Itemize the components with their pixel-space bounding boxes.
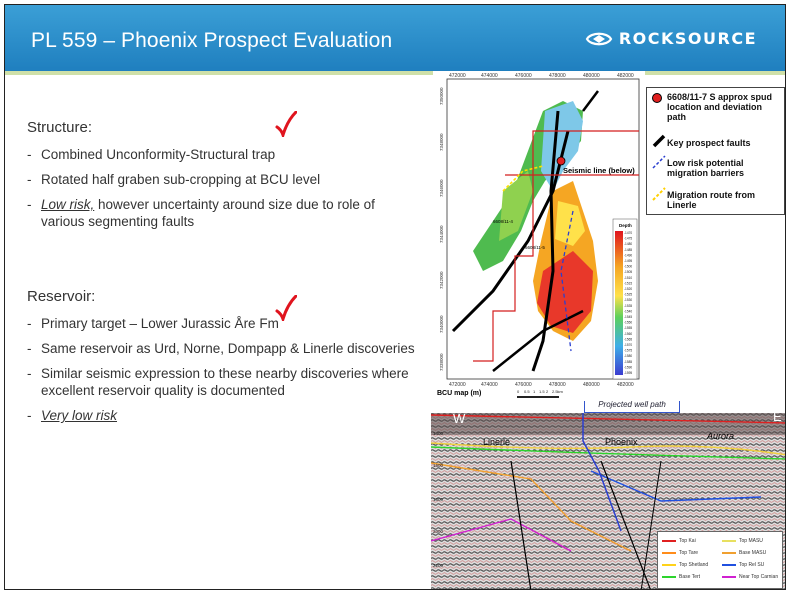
depth-tick-label: -1540	[624, 309, 633, 314]
fault-icon	[651, 134, 667, 148]
horizon-legend-item: Top MASU	[722, 538, 763, 544]
checkmark-icon	[275, 295, 297, 321]
horizon-legend-item: Top Kai	[662, 538, 696, 544]
structure-heading: Structure:	[27, 119, 93, 136]
depth-tick-label: -1495	[624, 259, 633, 263]
map-y-tick: 7338000	[439, 353, 444, 371]
depth-tick-label: -1520	[624, 287, 633, 291]
depth-tick-label: -1480	[624, 242, 633, 247]
map-x-tick: 476000	[515, 382, 532, 388]
legend-item: Key prospect faults	[667, 138, 751, 148]
horizon-legend-item: Near Top Carnian	[722, 574, 778, 580]
seismic-label: Aurora	[707, 431, 735, 441]
rocksource-logo	[585, 29, 757, 48]
depth-tick-label: -1515	[624, 281, 633, 286]
depth-tick-label: -1575	[624, 348, 633, 353]
reservoir-heading: Reservoir:	[27, 288, 96, 305]
depth-tick-label: -1580	[624, 354, 633, 359]
depth-tick-label: -1475	[624, 236, 633, 241]
depth-tick-label: -1590	[624, 365, 633, 370]
projected-well-path-label: Projected well path	[584, 401, 680, 413]
depth-tick-label: -1555	[624, 326, 633, 331]
migration-route-icon	[651, 186, 667, 202]
depth-tick-label: -1470	[624, 231, 633, 235]
east-label: E	[773, 409, 782, 424]
map-x-tick: 476000	[515, 73, 532, 79]
map-x-tick: 478000	[549, 382, 566, 388]
map-y-tick: 7344000	[439, 225, 444, 243]
well-label: 6608/11-5	[525, 245, 545, 250]
depth-tick-label: -1570	[624, 343, 633, 347]
depth-tick-label: -1535	[624, 303, 633, 308]
seismic-section	[431, 401, 786, 590]
map-y-tick: 7346000	[439, 179, 444, 197]
depth-label: 2200	[433, 563, 444, 568]
depth-label: 1800	[433, 497, 444, 502]
depth-tick-label: -1525	[624, 292, 633, 297]
map-x-tick: 480000	[583, 382, 600, 388]
scale-label: 1	[533, 389, 536, 394]
bcu-map-figure	[433, 71, 645, 401]
horizon-legend-item: Top Rel SU	[722, 562, 764, 568]
scale-label: 1.5	[539, 389, 545, 394]
map-y-tick: 7340000	[439, 315, 444, 333]
depth-tick-label: -1510	[624, 275, 633, 280]
depth-tick-label: -1485	[624, 247, 633, 252]
seismic-line-label: Seismic line (below)	[563, 166, 635, 175]
text-column	[27, 119, 422, 432]
structure-bullet-2: - Rotated half graben sub-cropping at BCU level	[27, 172, 321, 187]
map-y-tick: 7342000	[439, 271, 444, 289]
horizon-legend-item: Base Tert	[662, 574, 700, 580]
depth-tick-label: -1565	[624, 337, 633, 342]
depth-tick-label: -1585	[624, 359, 633, 364]
rocksource-logo-icon	[585, 30, 613, 48]
legend-item: Migration route from Linerle	[667, 190, 755, 210]
structure-bullet-1: - Combined Unconformity-Structural trap	[27, 147, 276, 162]
horizon-legend	[657, 531, 783, 589]
horizon-legend-item: Base MASU	[722, 550, 766, 556]
depth-label: 2000	[433, 529, 444, 534]
legend-item: Low risk potential migration barriers	[667, 158, 745, 178]
depth-tick-label: -1530	[624, 298, 633, 303]
logo-text: ROCKSOURCE	[618, 29, 757, 48]
bcu-map	[433, 71, 645, 401]
horizon-legend-item: Top Tare	[662, 550, 698, 556]
map-x-tick: 474000	[481, 73, 498, 79]
map-x-tick: 482000	[617, 73, 634, 79]
horizon-legend-item: Top Shetland	[662, 562, 708, 568]
header-divider	[5, 71, 785, 75]
legend-item: 6608/11-7 S approx spud location and deviation path	[667, 92, 773, 122]
reservoir-bullet-1: - Primary target – Lower Jurassic Åre Fm	[27, 316, 279, 331]
depth-tick-label: -1500	[624, 264, 633, 269]
reservoir-bullet-3: - Similar seismic expression to these nearby discoveries where excellent reservoir quality is documented	[27, 366, 409, 398]
map-y-tick: 7348000	[439, 133, 444, 151]
depth-title: Depth	[619, 223, 632, 228]
map-x-tick: 478000	[549, 73, 566, 79]
depth-label: 1400	[433, 431, 444, 436]
seismic-label: Linerle	[483, 437, 511, 447]
map-x-tick: 472000	[449, 382, 466, 388]
scale-label: 0.5	[524, 389, 530, 394]
map-caption: BCU map (m)	[437, 390, 482, 397]
depth-tick-label: -1505	[624, 270, 633, 275]
depth-tick-label: -1550	[624, 320, 633, 325]
seismic-label: Phoenix	[605, 437, 638, 447]
structure-bullet-3: - Low risk, however uncertainty around size due to role of various segmenting faults	[27, 197, 375, 229]
scale-label: 2	[546, 389, 549, 394]
depth-tick-label: -1545	[624, 315, 633, 319]
west-label: W	[453, 411, 466, 426]
reservoir-bullet-2: - Same reservoir as Urd, Norne, Dompapp & Linerle discoveries	[27, 341, 415, 356]
depth-tick-label: -1560	[624, 331, 633, 336]
depth-label: 1600	[433, 463, 444, 468]
scale-label: 2.5km	[552, 389, 563, 394]
map-y-tick: 7350000	[439, 87, 444, 105]
barrier-icon	[651, 154, 667, 170]
map-x-tick: 482000	[617, 382, 634, 388]
map-x-tick: 472000	[449, 73, 466, 79]
checkmark-icon	[275, 111, 297, 137]
depth-tick-label: -1595	[624, 371, 633, 375]
scale-label: 0	[517, 389, 520, 394]
map-x-tick: 474000	[481, 382, 498, 388]
map-x-tick: 480000	[583, 73, 600, 79]
well-label: 6608/11-4	[493, 219, 513, 224]
header-bar	[5, 5, 785, 71]
map-legend	[646, 87, 785, 215]
reservoir-bullet-4: - Very low risk	[27, 408, 118, 423]
slide	[4, 4, 786, 590]
spud-location-icon	[651, 92, 663, 104]
slide-title: PL 559 – Phoenix Prospect Evaluation	[31, 29, 393, 52]
depth-tick-label: -1490	[624, 253, 633, 258]
